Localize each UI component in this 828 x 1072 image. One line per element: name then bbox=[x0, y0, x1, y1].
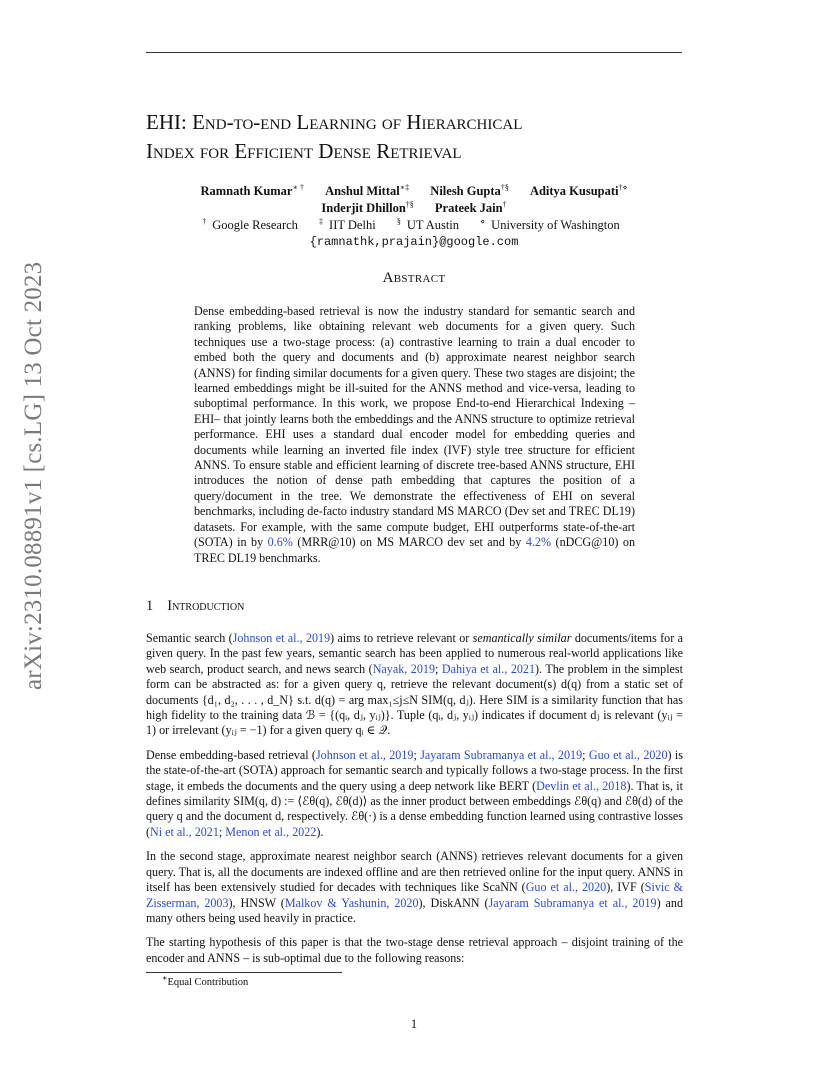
author-email: {ramnathk,prajain}@google.com bbox=[309, 235, 519, 249]
abstract-text: Dense embedding-based retrieval is now the industry standard for semantic search and ranking problems, like obtaining relevant web documents for a given query. Such techniques use a two-stage process: (a) contrastive learning to train a dual encoder to embed both the query and documents and (b) approximate nearest neighbor search (ANNS) for finding similar documents for a given query. These two stages are disjoint; the learned embeddings might be ill-suited for the ANNS method and vice-versa, leading to suboptimal performance. In this work, we propose End-to-end Hierarchical Indexing – EHI– that jointly learns both the embeddings and the ANNS structure to optimize retrieval performance. EHI uses a standard dual encoder model for embedding queries and documents while learning an inverted file index (IVF) style tree structure for efficient ANNS. To ensure stable and efficient learning of discrete tree-based ANNS structure, EHI introduces the notion of dense path embedding that captures the position of a query/document in the tree. We demonstrate the effectiveness of EHI on several benchmarks, including de-facto industry standard MS MARCO (Dev set and TREC DL19) datasets. For example, with the same compute budget, EHI outperforms state-of-the-art (SOTA) in by 0.6% (MRR@10) on MS MARCO dev set and by 4.2% (nDCG@10) on TREC DL19 benchmarks. bbox=[194, 304, 635, 565]
abstract-heading: Abstract bbox=[382, 270, 446, 286]
intro-paragraph-3: In the second stage, approximate nearest neighbor search (ANNS) retrieves relevant documents for a given query. That is, all the documents are indexed offline and are then retrieved online for the input query. ANNS in itself has been extensively studied for decades with techniques like ScaNN (Guo et al., 2020), IVF (Sivic & Zisserman, 2003), HNSW (Malkov & Yashunin, 2020), DiskANN (Jayaram Subramanya et al., 2019) and many others being used heavily in practice. bbox=[146, 849, 683, 925]
citation-link[interactable]: Dahiya et al., 2021 bbox=[441, 661, 536, 676]
title-line-1: EHI: End-to-end Learning of Hierarchical bbox=[146, 110, 523, 134]
author-aditya-kusupati: Aditya Kusupati†⋄ bbox=[529, 182, 628, 198]
citation-link[interactable]: Jayaram Subramanya et al., 2019 bbox=[420, 747, 583, 762]
author-anshul-mittal: Anshul Mittal∗‡ bbox=[325, 182, 410, 198]
top-rule bbox=[146, 52, 682, 53]
author-prateek-jain: Prateek Jain† bbox=[434, 199, 507, 215]
introduction-body bbox=[146, 631, 683, 975]
author-line-1 bbox=[146, 183, 682, 200]
title-line-2: Index for Efficient Dense Retrieval bbox=[146, 139, 462, 163]
citation-link[interactable]: Devlin et al., 2018 bbox=[536, 778, 627, 793]
affiliation-uw: ⋄ University of Washington bbox=[480, 216, 620, 232]
affiliation-google: † Google Research bbox=[202, 216, 298, 232]
affiliations bbox=[146, 217, 682, 234]
citation-link[interactable]: Malkov & Yashunin, 2020 bbox=[284, 895, 419, 910]
abstract-link-ndcg[interactable]: 4.2% bbox=[525, 535, 552, 550]
affiliation-ut-austin: § UT Austin bbox=[396, 216, 460, 232]
author-ramnath-kumar: Ramnath Kumar∗ † bbox=[200, 182, 304, 198]
author-inderjit-dhillon: Inderjit Dhillon†§ bbox=[321, 199, 414, 215]
citation-link[interactable]: Menon et al., 2022 bbox=[225, 824, 317, 839]
footnote: ∗Equal Contribution bbox=[162, 973, 249, 988]
arxiv-stamp: arXiv:2310.08891v1 [cs.LG] 13 Oct 2023 bbox=[20, 261, 47, 690]
citation-link[interactable]: Sivic & Zisserman, 2003 bbox=[146, 880, 683, 910]
citation-link[interactable]: Jayaram Subramanya et al., 2019 bbox=[488, 895, 657, 910]
abstract-link-mrr[interactable]: 0.6% bbox=[267, 535, 293, 550]
footnote-rule bbox=[146, 972, 342, 973]
section-heading-introduction: 1 Introduction bbox=[146, 598, 245, 614]
citation-link[interactable]: Guo et al., 2020 bbox=[588, 747, 668, 762]
author-block bbox=[146, 183, 682, 251]
affiliation-iit-delhi: ‡ IIT Delhi bbox=[319, 216, 376, 232]
intro-paragraph-4: The starting hypothesis of this paper is that the two-stage dense retrieval approach – disjoint training of the encoder and ANNS – is sub-optimal due to the following reasons: bbox=[146, 935, 683, 965]
intro-paragraph-1: Semantic search (Johnson et al., 2019) aims to retrieve relevant or semantically similar documents/items for a given query. In the past few years, semantic search has been applied to numerous real-world applications like web search, product search, and news search (Nayak, 2019; Dahiya et al., 2021). The problem in the simplest form can be abstracted as: for a given query q, retrieve the relevant document(s) d(q) from a static set of documents {d₁, d₂, . . . , d_N} s.t. d(q) = arg max₁≤j≤N SIM(q, dⱼ). Here SIM is a similarity function that has high fidelity to the training data ℬ = {(qᵢ, dⱼ, yᵢⱼ)}. Tuple (qᵢ, dⱼ, yᵢⱼ) indicates if document dⱼ is relevant (yᵢⱼ = 1) or irrelevant (yᵢⱼ = −1) for a given query qᵢ ∈ 𝒬. bbox=[146, 631, 683, 738]
author-nilesh-gupta: Nilesh Gupta†§ bbox=[430, 182, 509, 198]
citation-link[interactable]: Ni et al., 2021 bbox=[150, 824, 219, 839]
citation-link[interactable]: Johnson et al., 2019 bbox=[315, 747, 414, 762]
intro-paragraph-2: Dense embedding-based retrieval (Johnson et al., 2019; Jayaram Subramanya et al., 2019; Guo et al., 2020) is the state-of-the-art (SOTA) approach for semantic search and typically follows a two-stage process. In the first stage, it embeds the documents and the query using a deep network like BERT (Devlin et al., 2018). That is, it defines similarity SIM(q, d) := ⟨ℰθ(q), ℰθ(d)⟩ as the inner product between embeddings ℰθ(q) and ℰθ(d) of the query q and the document d, respectively. ℰθ(·) is a dense embedding function learned using contrastive losses (Ni et al., 2021; Menon et al., 2022). bbox=[146, 747, 684, 839]
citation-link[interactable]: Nayak, 2019 bbox=[372, 661, 435, 676]
citation-link[interactable]: Guo et al., 2020 bbox=[525, 880, 607, 895]
page-number: 1 bbox=[410, 1017, 418, 1031]
paper-title bbox=[146, 108, 686, 166]
citation-link[interactable]: Johnson et al., 2019 bbox=[232, 631, 331, 645]
author-line-2 bbox=[146, 200, 682, 217]
